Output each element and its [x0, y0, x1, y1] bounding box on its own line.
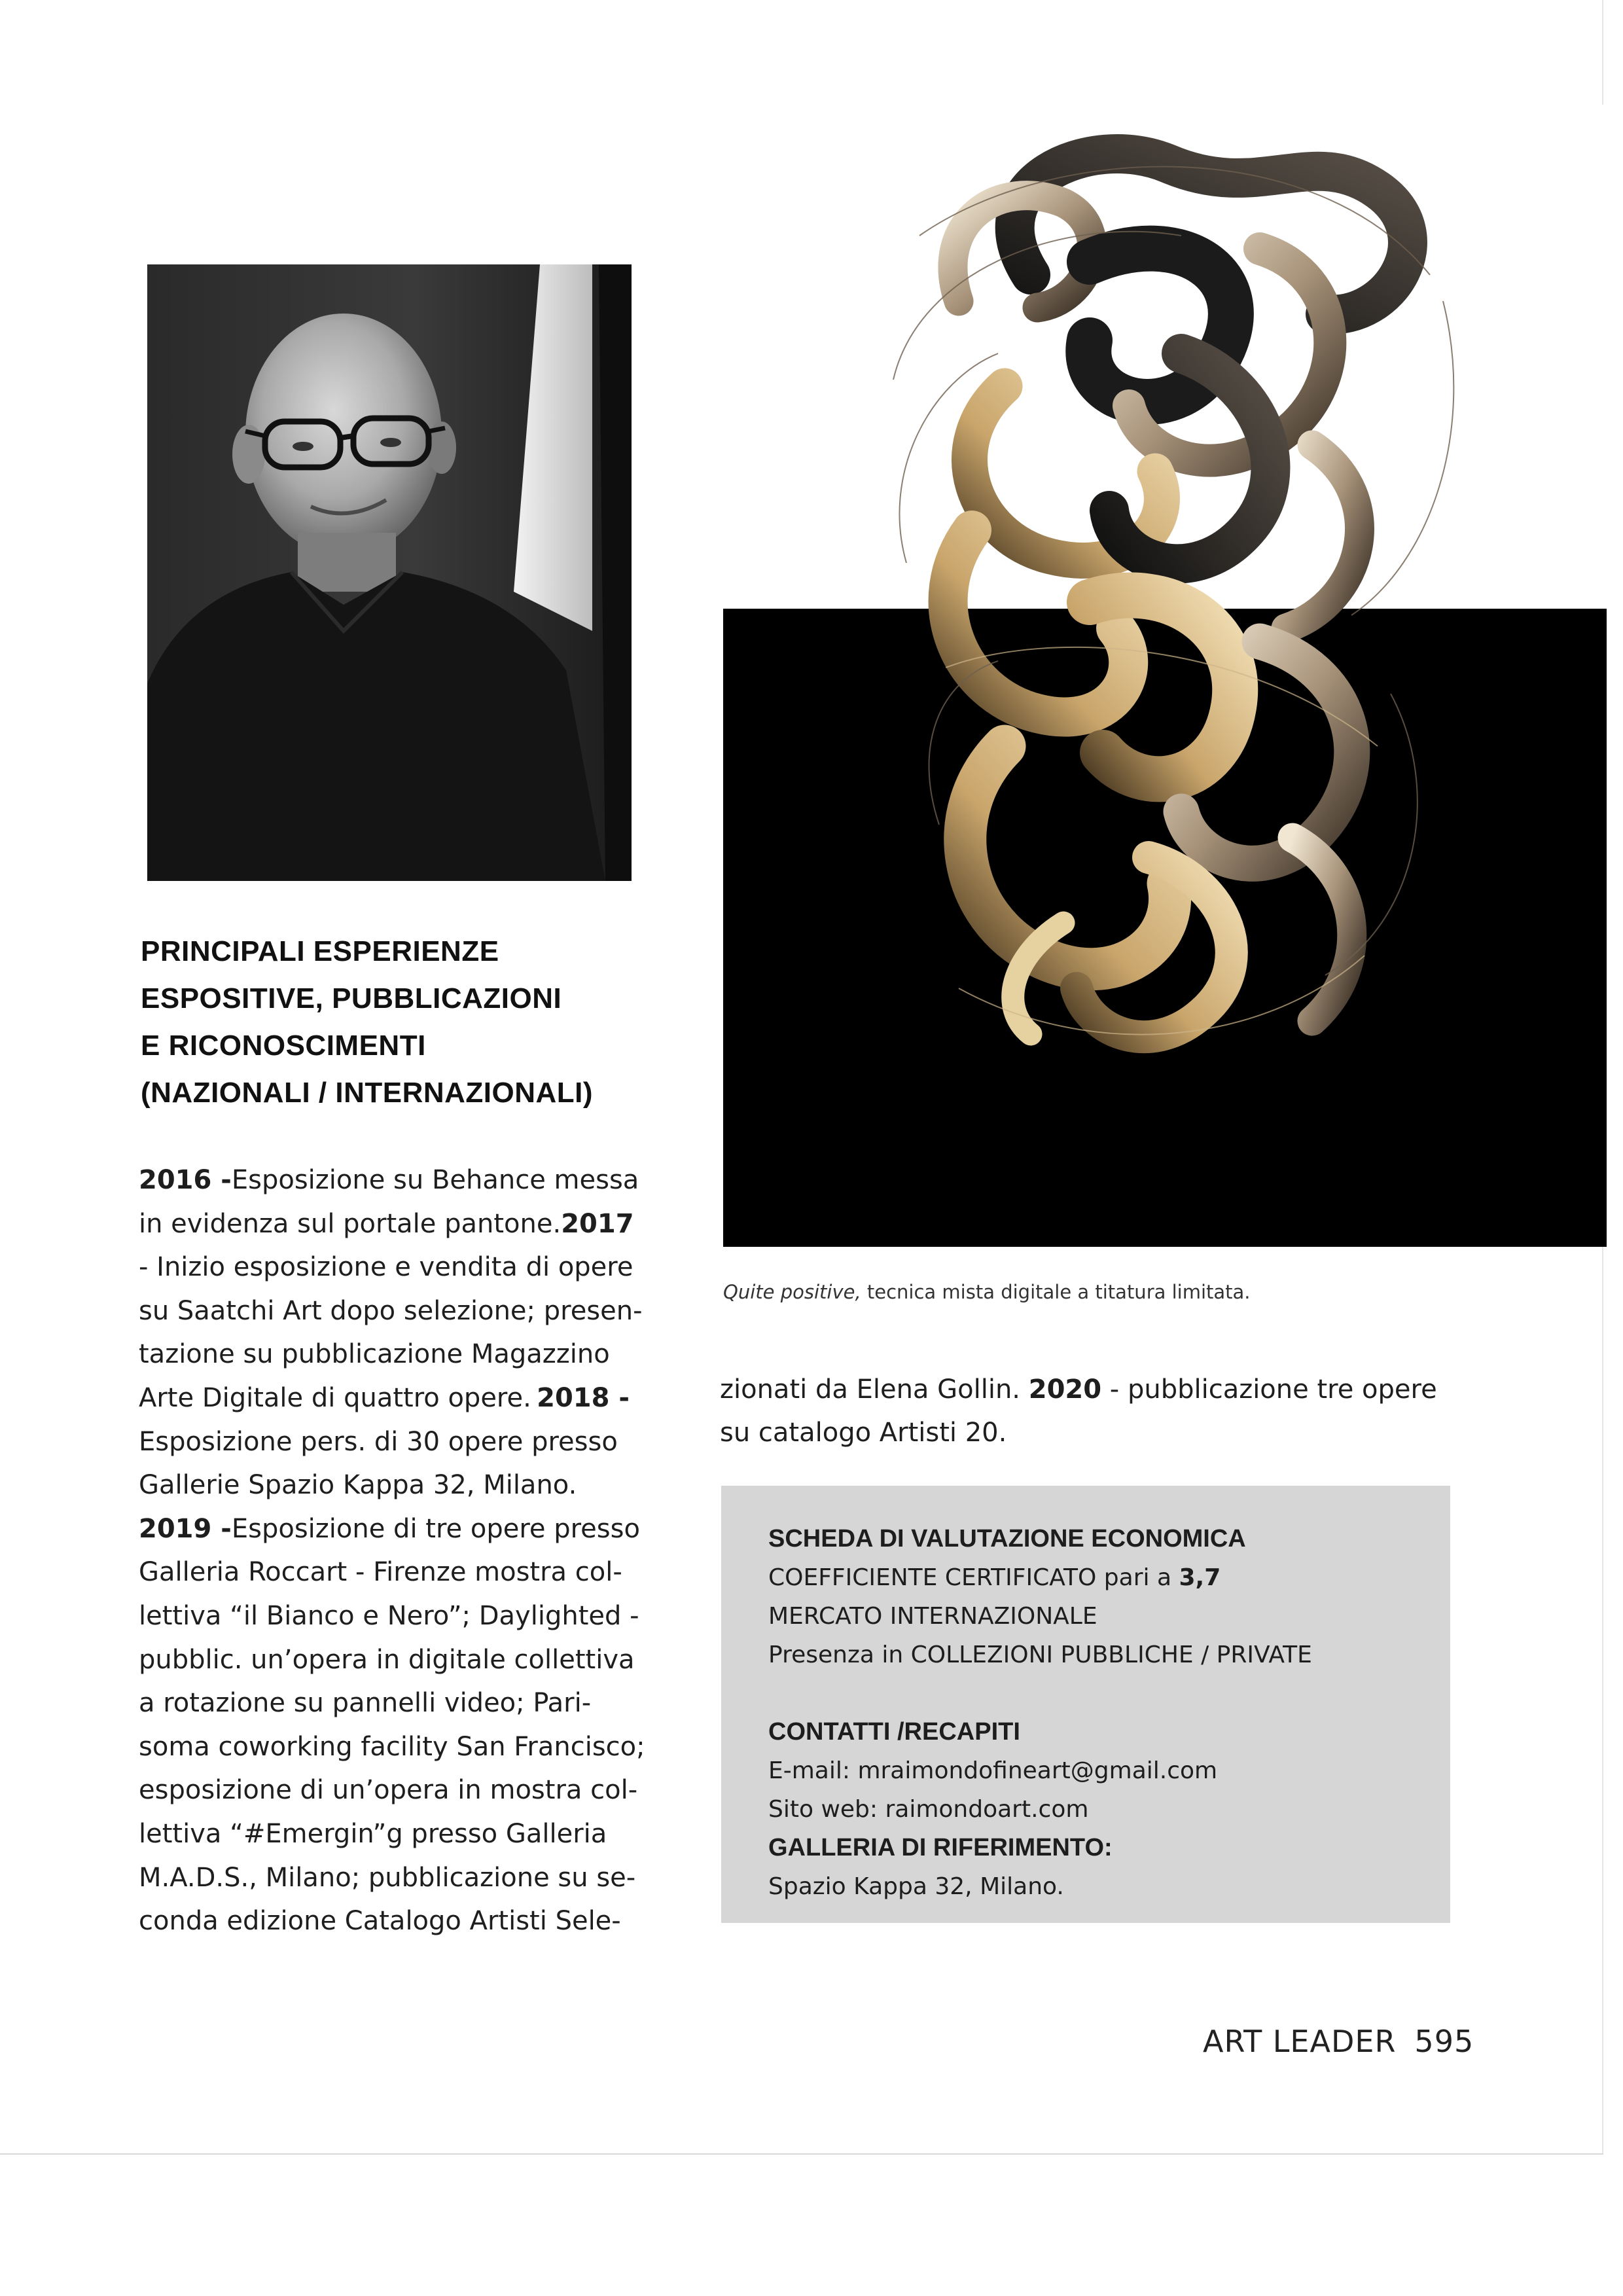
text-fragment: - pubblicazione tre opere	[1109, 1374, 1437, 1405]
page-footer	[1203, 2024, 1474, 2059]
coefficient-line	[768, 1558, 1312, 1597]
text-line: soma coworking facility San Francisco;	[139, 1731, 645, 1762]
artist-portrait-photo	[147, 264, 632, 881]
artwork-title: Quite positive,	[723, 1281, 861, 1303]
year-2016: 2016 -	[139, 1165, 232, 1195]
presence-line: Presenza in COLLEZIONI PUBBLICHE / PRIVATE	[768, 1641, 1312, 1668]
text-line	[139, 1202, 634, 1246]
text-fragment: Esposizione di tre opere presso	[231, 1513, 640, 1544]
text-line: a rotazione su pannelli video; Pari-	[139, 1688, 592, 1719]
text-line: su catalogo Artisti 20.	[720, 1418, 1007, 1448]
contacts-title: CONTATTI /RECAPITI	[768, 1718, 1020, 1746]
coefficient-value: 3,7	[1179, 1564, 1221, 1591]
text-fragment: in evidenza sul portale pantone.	[139, 1208, 562, 1239]
heading-line: PRINCIPALI ESPERIENZE	[141, 935, 499, 967]
page-number: 595	[1414, 2024, 1474, 2059]
year-2017: 2017	[561, 1208, 634, 1239]
magazine-name: ART LEADER	[1203, 2024, 1397, 2059]
text-line: Gallerie Spazio Kappa 32, Milano.	[139, 1470, 577, 1501]
text-line	[139, 1507, 640, 1551]
email-line: E-mail: mraimondofineart@gmail.com	[768, 1757, 1218, 1784]
text-line: pubblic. un’opera in digitale collettiva	[139, 1644, 635, 1675]
text-fragment: Esposizione su Behance messa	[231, 1165, 639, 1195]
text-line: conda edizione Catalogo Artisti Sele-	[139, 1906, 621, 1937]
heading-line: (NAZIONALI / INTERNAZIONALI)	[141, 1077, 594, 1109]
biography-text	[139, 1158, 645, 1943]
text-line: lettiva “#Emergin”g presso Galleria	[139, 1818, 607, 1849]
year-2020: 2020	[1028, 1374, 1102, 1405]
heading-line: E RICONOSCIMENTI	[141, 1030, 426, 1062]
artwork-technique: tecnica mista digitale a titatura limitata.	[866, 1281, 1251, 1303]
year-2018: 2018 -	[537, 1382, 630, 1413]
text-line: esposizione di un’opera in mostra col-	[139, 1775, 638, 1806]
text-line: - Inizio esposizione e vendita di opere	[139, 1252, 633, 1283]
text-line: Esposizione pers. di 30 opere presso	[139, 1426, 618, 1457]
text-line: lettiva “il Bianco e Nero”; Daylighted -	[139, 1600, 639, 1631]
section-heading	[141, 928, 664, 1117]
gallery-title: GALLERIA DI RIFERIMENTO:	[768, 1834, 1113, 1861]
biography-continuation	[720, 1368, 1472, 1454]
text-line: Galleria Roccart - Firenze mostra col-	[139, 1557, 622, 1588]
info-box-content	[768, 1520, 1312, 1906]
text-line: M.A.D.S., Milano; pubblicazione su se-	[139, 1862, 636, 1893]
text-fragment: zionati da Elena Gollin.	[720, 1374, 1021, 1405]
text-line: tazione su pubblicazione Magazzino	[139, 1339, 610, 1370]
artwork-quite-positive	[723, 105, 1607, 1247]
evaluation-title: SCHEDA DI VALUTAZIONE ECONOMICA	[768, 1525, 1246, 1552]
year-2019: 2019 -	[139, 1513, 232, 1544]
market-line: MERCATO INTERNAZIONALE	[768, 1603, 1097, 1630]
text-line	[139, 1376, 630, 1420]
text-line	[720, 1368, 1472, 1411]
spacer	[768, 1674, 1312, 1713]
website-line: Sito web: raimondoart.com	[768, 1796, 1089, 1823]
heading-line: ESPOSITIVE, PUBBLICAZIONI	[141, 982, 562, 1014]
text-fragment: Arte Digitale di quattro opere.	[139, 1382, 531, 1413]
text-line: su Saatchi Art dopo selezione; presen-	[139, 1295, 643, 1326]
text-line	[139, 1158, 639, 1202]
page-bottom-edge	[0, 2153, 1603, 2155]
gallery-line: Spazio Kappa 32, Milano.	[768, 1873, 1064, 1900]
artwork-caption	[723, 1281, 1574, 1303]
economic-evaluation-box	[721, 1486, 1450, 1923]
coefficient-label: COEFFICIENTE CERTIFICATO pari a	[768, 1564, 1172, 1591]
